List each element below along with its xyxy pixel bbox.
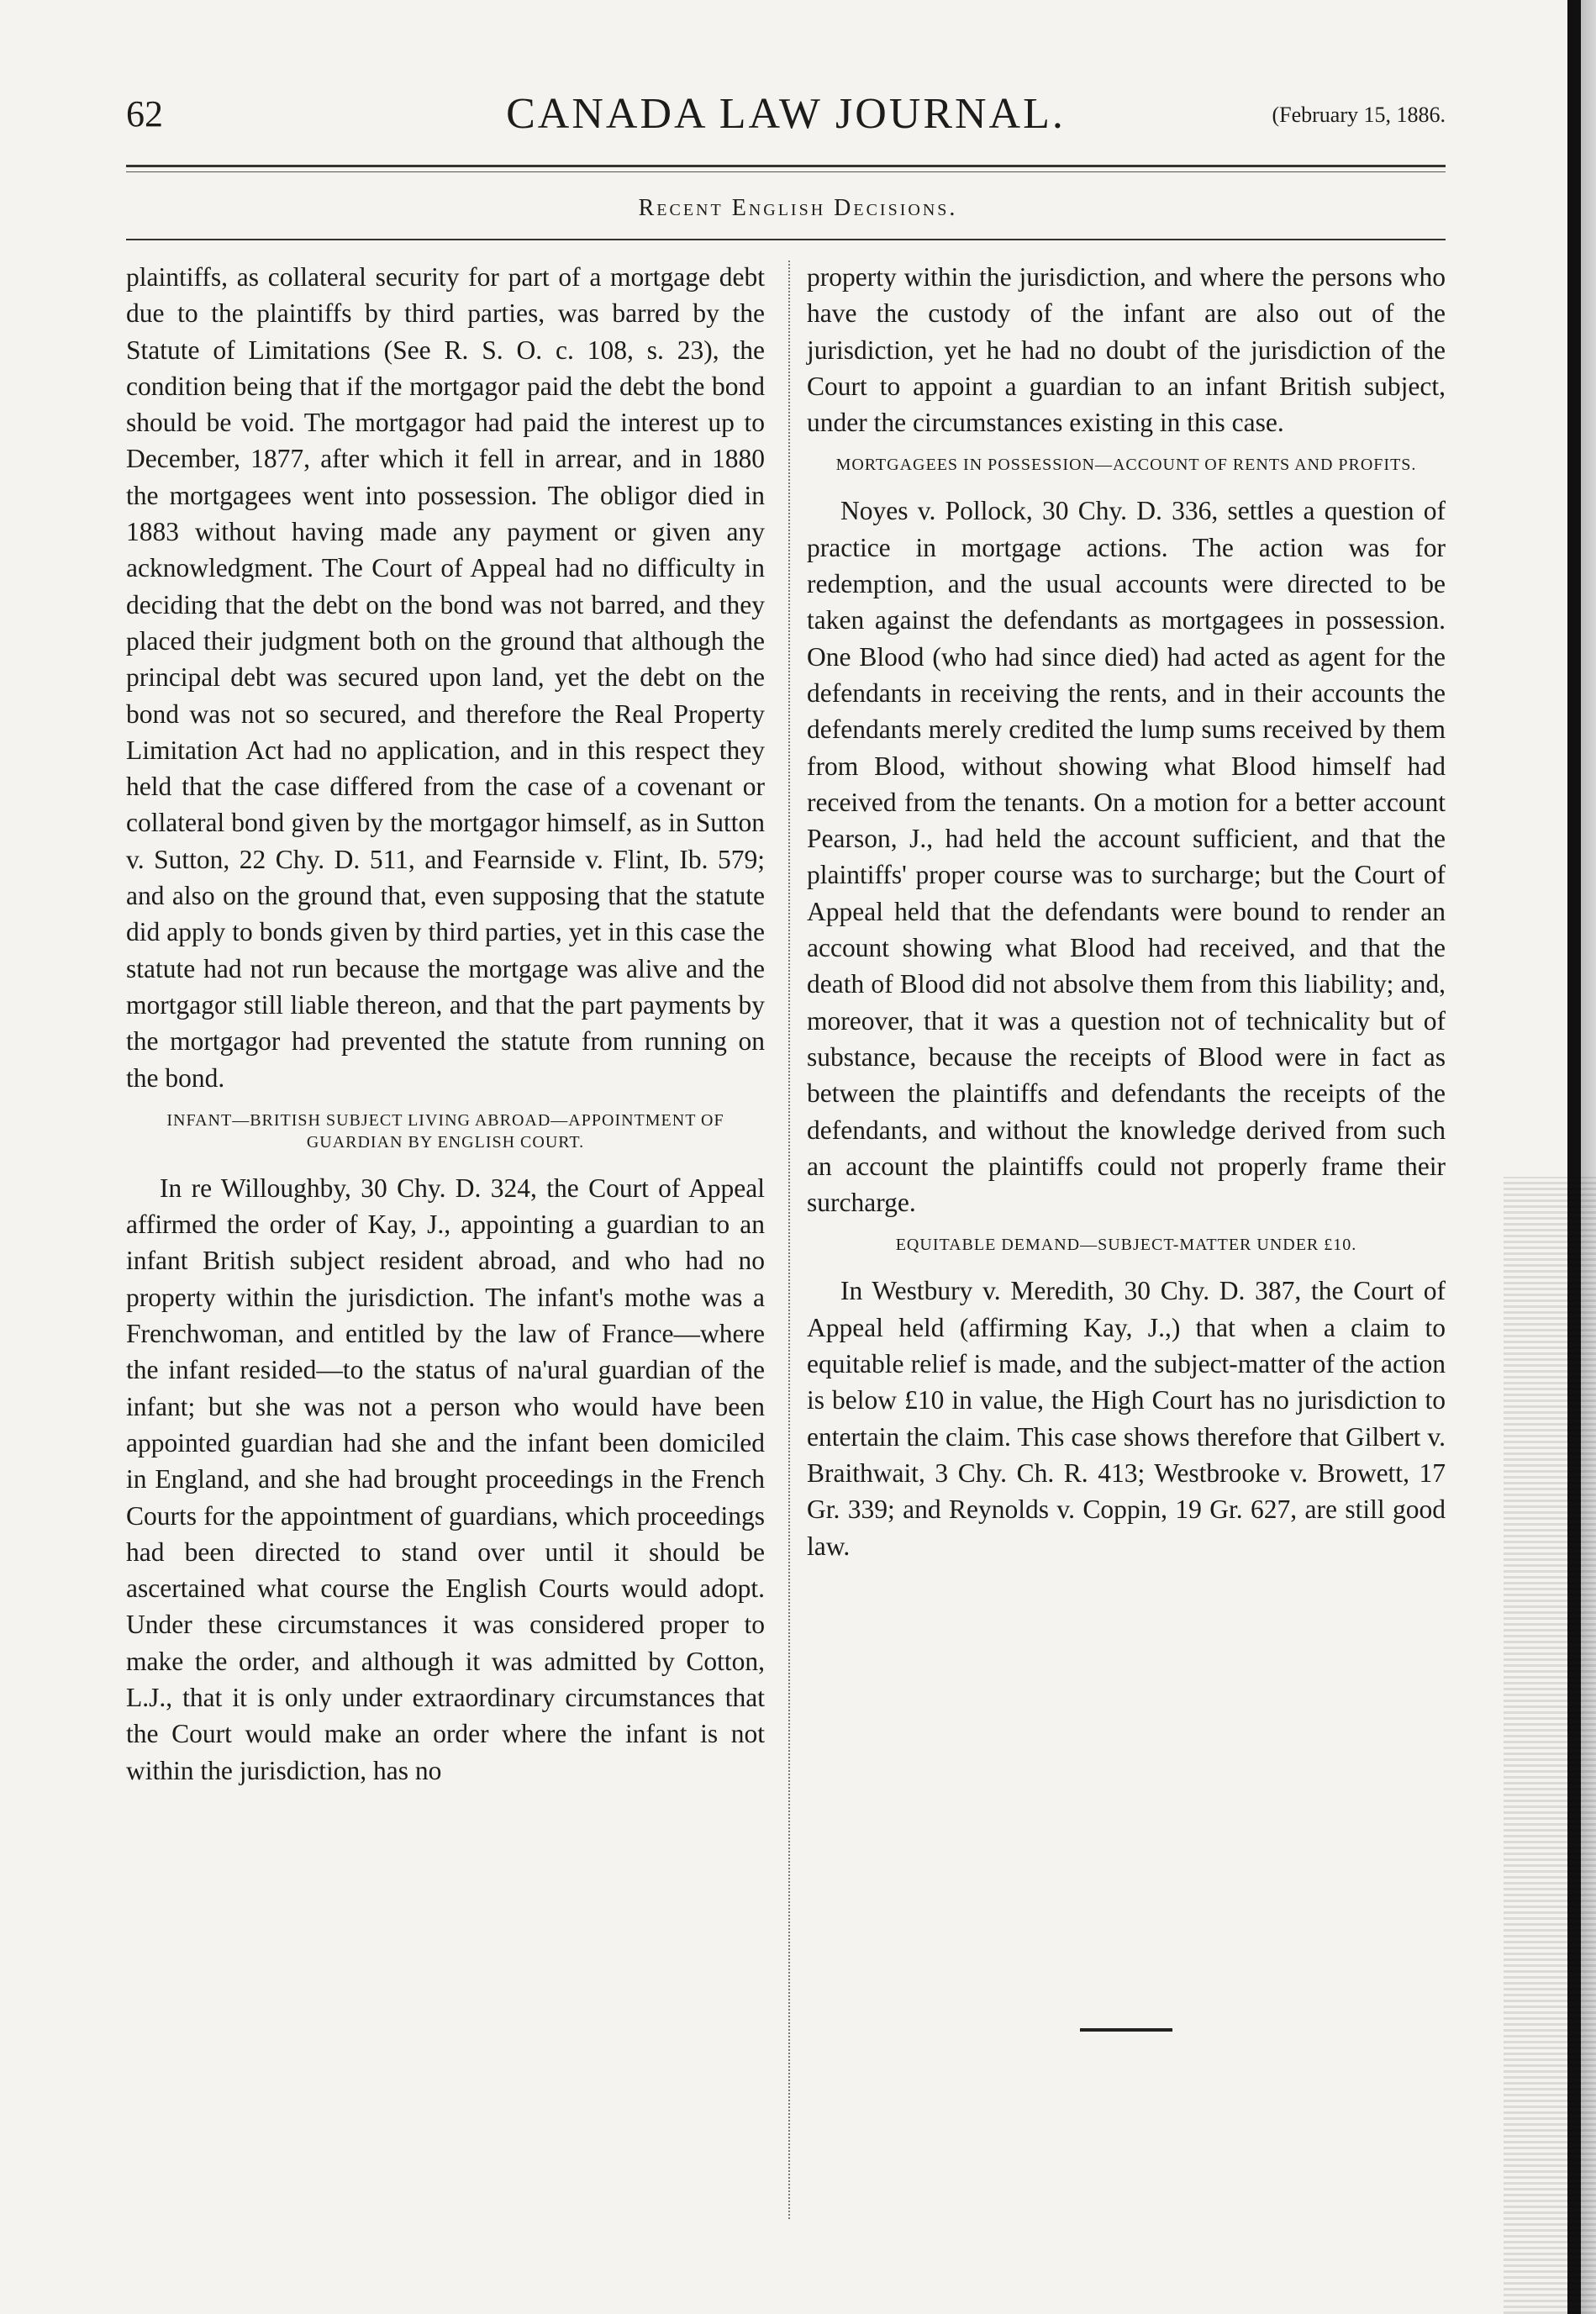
- header-rule-thin: [126, 171, 1446, 172]
- right-paragraph-1: property within the jurisdiction, and where the persons who have the custody of the infant are also out of the jurisdiction, yet he had no doubt of the jurisdiction of the Court to appoint a guardian to an infant British subject, under the circumstances existing in this case.: [807, 262, 1446, 438]
- issue-date: (February 15, 1886.: [1272, 103, 1446, 127]
- left-column: [126, 259, 765, 1789]
- journal-title: CANADA LAW JOURNAL.: [506, 90, 1066, 138]
- left-heading-infant: INFANT—BRITISH SUBJECT LIVING ABROAD—APPOINTMENT OF GUARDIAN BY ENGLISH COURT.: [166, 1110, 724, 1152]
- section-rule: [126, 239, 1446, 240]
- right-heading-mortgagees: MORTGAGEES IN POSSESSION—ACCOUNT OF RENTS AND PROFITS.: [835, 456, 1417, 475]
- section-title: Recent English Decisions.: [638, 195, 958, 221]
- header-rule: [126, 165, 1446, 167]
- scan-edge-texture: [1504, 1177, 1596, 2314]
- column-divider: [788, 261, 790, 2219]
- right-paragraph-2: Noyes v. Pollock, 30 Chy. D. 336, settles a question of practice in mortgage actions. The action was for redemption, and the usual accounts were directed to be taken against the defendants as mortgagees in possession. One Blood (who had since died) had acted as agent for the defendants in receiving the rents, and in their accounts the defendants merely credited the lump sums received by them from Blood, without showing what Blood himself had received from the tenants. On a motion for a better account Pearson, J., had held the account sufficient, and that the plaintiffs' proper course was to surcharge; but the Court of Appeal held that the defendants were bound to render an account showing what Blood had received, and that the death of Blood did not absolve them from this liability; and, moreover, that it was a question not of technicality but of substance, because the receipts of Blood were in fact as between the plaintiffs and defendants the receipts of the defendants, and without the knowledge derived from such an account the plaintiffs could not properly frame their surcharge.: [807, 496, 1446, 1218]
- right-paragraph-3: In Westbury v. Meredith, 30 Chy. D. 387, the Court of Appeal held (affirming Kay, J.,) that when a claim to equitable relief is made, and the subject-matter of the action is below £10 in value, the High Court has no jurisdiction to entertain the claim. This case shows therefore that Gilbert v. Braithwait, 3 Chy. Ch. R. 413; Westbrooke v. Browett, 17 Gr. 339; and Reynolds v. Coppin, 19 Gr. 627, are still good law.: [807, 1276, 1446, 1561]
- right-heading-equitable: EQUITABLE DEMAND—SUBJECT-MATTER UNDER £10.: [895, 1236, 1357, 1255]
- left-paragraph-2: In re Willoughby, 30 Chy. D. 324, the Court of Appeal affirmed the order of Kay, J., appointing a guardian to an infant British subject resident abroad, and who had no property within the jurisdiction. The infant's mothe was a Frenchwoman, and entitled by the law of France—where the infant resided—to the status of na'ural guardian of the infant; but she was not a person who would have been appointed guardian had she and the infant been domiciled in England, and she had brought proceedings in the French Courts for the appointment of guardians, which proceedings had been directed to stand over until it should be ascertained what course the English Courts would adopt. Under these circumstances it was considered proper to make the order, and although it was admitted by Cotton, L.J., that it is only under extraordinary circumstances that the Court would make an order where the infant is not within the jurisdiction, has no: [126, 1173, 765, 1785]
- page-number: 62: [126, 93, 163, 134]
- left-paragraph-1: plaintiffs, as collateral security for part of a mortgage debt due to the plaintiffs by third parties, was barred by the Statute of Limitations (See R. S. O. c. 108, s. 23), the condition being that if the mortgagor paid the debt the bond should be void. The mortgagor had paid the interest up to December, 1877, after which it fell in arrear, and in 1880 the mortgagees went into possession. The obligor died in 1883 without having made any payment or given any acknowledgment. The Court of Appeal had no difficulty in deciding that the debt on the bond was not barred, and they placed their judgment both on the ground that although the principal debt was secured upon land, yet the debt on the bond was not so secured, and therefore the Real Property Limitation Act had no application, and in this respect they held that the case differed from the case of a covenant or collateral bond given by the mortgagor himself, as in Sutton v. Sutton, 22 Chy. D. 511, and Fearnside v. Flint, Ib. 579; and also on the ground that, even supposing that the statute did apply to bonds given by third parties, yet in this case the statute had not run because the mortgage was alive and the mortgagor still liable thereon, and that the part payments by the mortgagor had prevented the statute from running on the bond.: [126, 262, 765, 1093]
- right-column: [807, 259, 1446, 1564]
- end-rule: [1080, 2028, 1172, 2032]
- running-header: [126, 92, 1446, 143]
